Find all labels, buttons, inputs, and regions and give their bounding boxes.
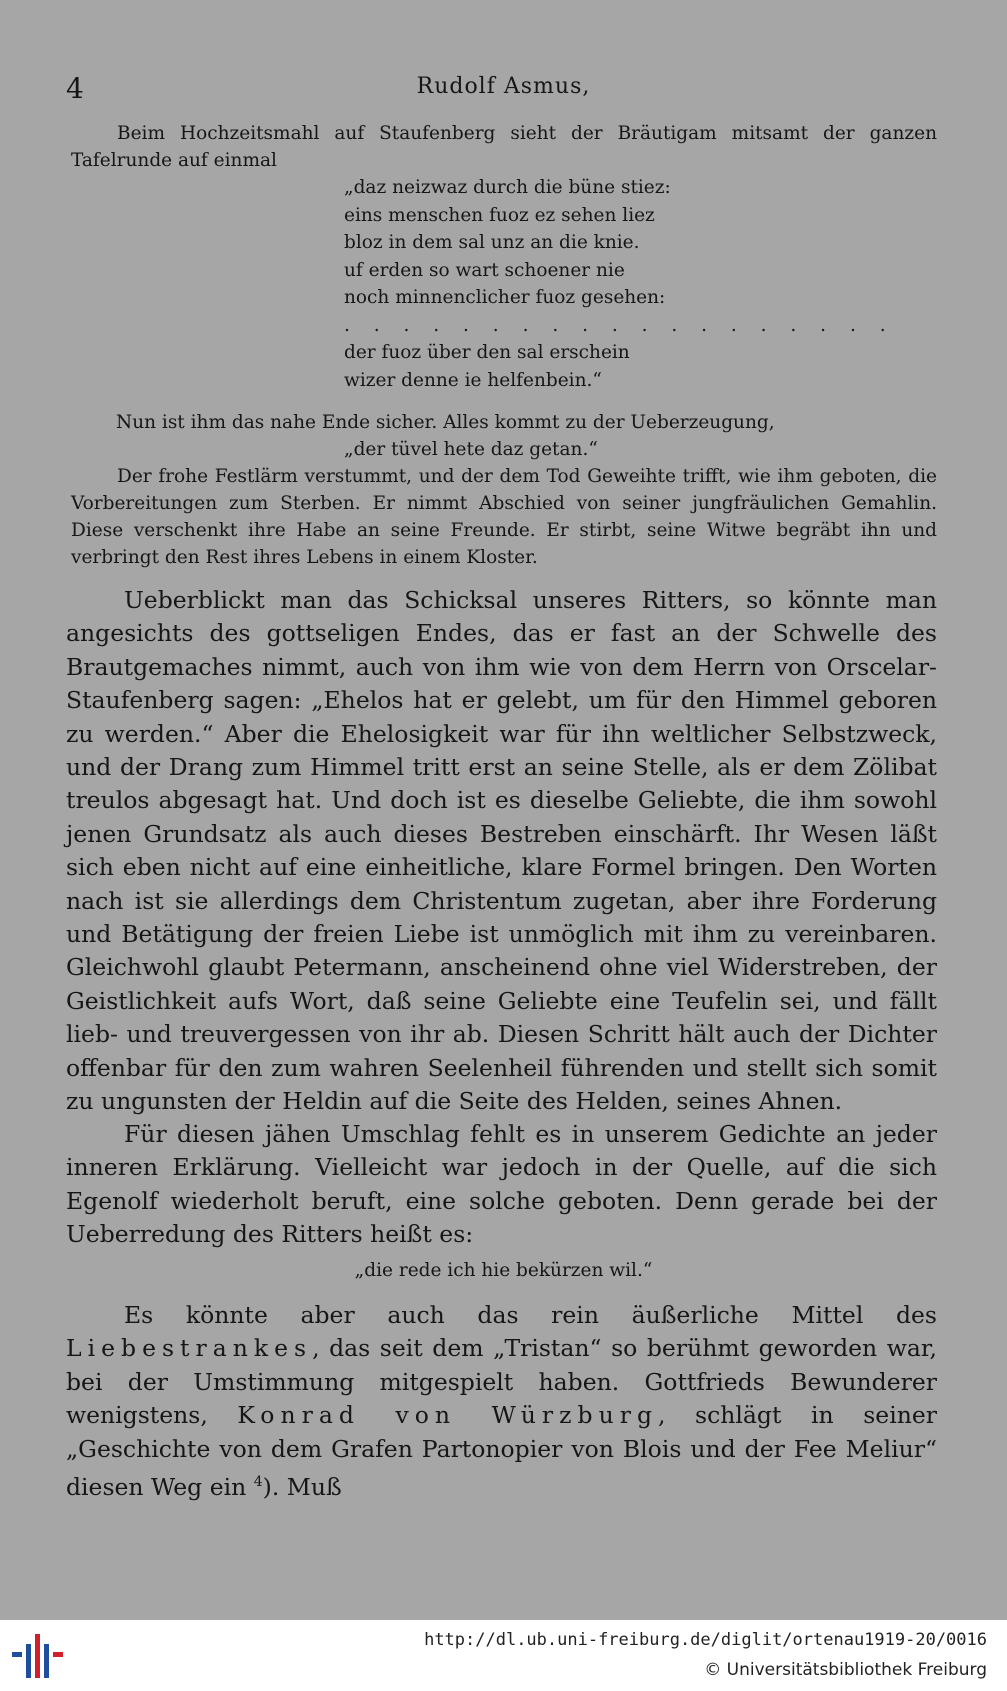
spaced-term: Liebestrankes <box>66 1334 313 1363</box>
verse-line: bloz in dem sal unz an die knie. <box>344 232 640 253</box>
paragraph-small: Der frohe Festlärm verstummt, und der dem Tod Geweihte trifft, wie ihm geboten, die Vorbereitungen zum Sterben. Er nimmt Abschied von seiner jungfräulichen Gemahlin. Diese verschenkt ihre Habe an seine Freunde. Er stirbt, seine Witwe begräbt ihn und verbringt den Rest ihres Lebens in einem Kloster. <box>71 466 937 568</box>
source-url-link[interactable]: http://dl.ub.uni-freiburg.de/diglit/ortenau1919-20/0016 <box>424 1630 987 1650</box>
transition-line: Nun ist ihm das nahe Ende sicher. Alles kommt zu der Ueberzeugung, <box>116 412 775 433</box>
text-run: Es könnte aber auch das rein äußerliche Mittel des <box>124 1301 937 1329</box>
intro-paragraph: Beim Hochzeitsmahl auf Staufenberg sieht der Bräutigam mitsamt der ganzen Tafelrunde auf einmal <box>71 123 937 171</box>
page-header <box>66 72 941 108</box>
text-run: , schlägt in seiner „Geschichte von dem Grafen Partonopier von Blois und der Fee Meliur“ diesen Weg ein <box>66 1401 937 1501</box>
quote-line: „die rede ich hie bekürzen wil.“ <box>354 1260 653 1281</box>
verse-line: noch minnenclicher fuoz gesehen: <box>344 287 666 308</box>
verse-quote: „der tüvel hete daz getan.“ <box>344 439 598 460</box>
footnote-marker: 4 <box>253 1474 263 1491</box>
text-run: ). Muß <box>262 1472 342 1501</box>
text-run: , das seit dem „Tristan“ so berühmt geworden war, bei der Umstimmung mitgespielt haben. Gottfrieds Bewunderer wenigstens, <box>66 1334 937 1430</box>
verse-line: „daz neizwaz durch die büne stiez: <box>344 177 671 198</box>
copyright-notice: © Universitätsbibliothek Freiburg <box>704 1660 987 1680</box>
library-logo-icon <box>12 1634 64 1678</box>
verse-line: uf erden so wart schoener nie <box>344 259 625 281</box>
verse-ellipsis: . . . . . . . . . . . . . . . . . . . <box>344 314 895 336</box>
paragraph-2: Für diesen jähen Umschlag fehlt es in unserem Gedichte an jeder inneren Erklärung. Vielleicht war jedoch in der Quelle, auf die sich Egenolf wiederholt beruft, eine solche geboten. Denn gerade bei der Ueberredung des Ritters heißt es: <box>66 1120 937 1249</box>
page-number: 4 <box>66 72 84 105</box>
footer-bar <box>0 1620 1007 1691</box>
verse-line: eins menschen fuoz ez sehen liez <box>344 204 655 226</box>
verse-line: wizer denne ie helfenbein.“ <box>344 369 602 391</box>
verse-block <box>344 174 895 394</box>
paragraph-1: Ueberblickt man das Schicksal unseres Ritters, so könnte man angesichts des gottseligen Endes, das er fast an der Schwelle des Brautgemaches nimmt, auch von ihm wie von dem Herrn von Orscelar-Staufenberg sagen: „Ehelos hat er gelebt, um für den Himmel geboren zu werden.“ Aber die Ehelosigkeit war für ihn weltlicher Selbstzweck, und der Drang zum Himmel tritt erst an seine Stelle, als er dem Zölibat treulos abgesagt hat. Und doch ist es dieselbe Geliebte, die ihm sowohl jenen Grundsatz als auch dieses Bestreben einschärft. Ihr Wesen läßt sich eben nicht auf eine einheitliche, klare Formel bringen. Den Worten nach ist sie allerdings dem Christentum zugetan, aber ihre Forderung und Betätigung der freien Liebe ist unmöglich mit ihm zu vereinbaren. Gleichwohl glaubt Petermann, anscheinend ohne viel Widerstreben, der Geistlichkeit aufs Wort, daß seine Geliebte eine Teufelin sei, und fällt lieb- und treuvergessen von ihr ab. Diesen Schritt hält auch der Dichter offenbar für den zum wahren Seelenheil führenden und stellt sich somit zu ungunsten der Heldin auf die Seite des Helden, seines Ahnen. <box>66 586 937 1116</box>
running-head: Rudolf Asmus, <box>416 74 591 99</box>
spaced-name: Konrad von Würzburg <box>237 1401 658 1430</box>
verse-line: der fuoz über den sal erschein <box>344 342 630 363</box>
paragraph-3 <box>66 1299 937 1504</box>
